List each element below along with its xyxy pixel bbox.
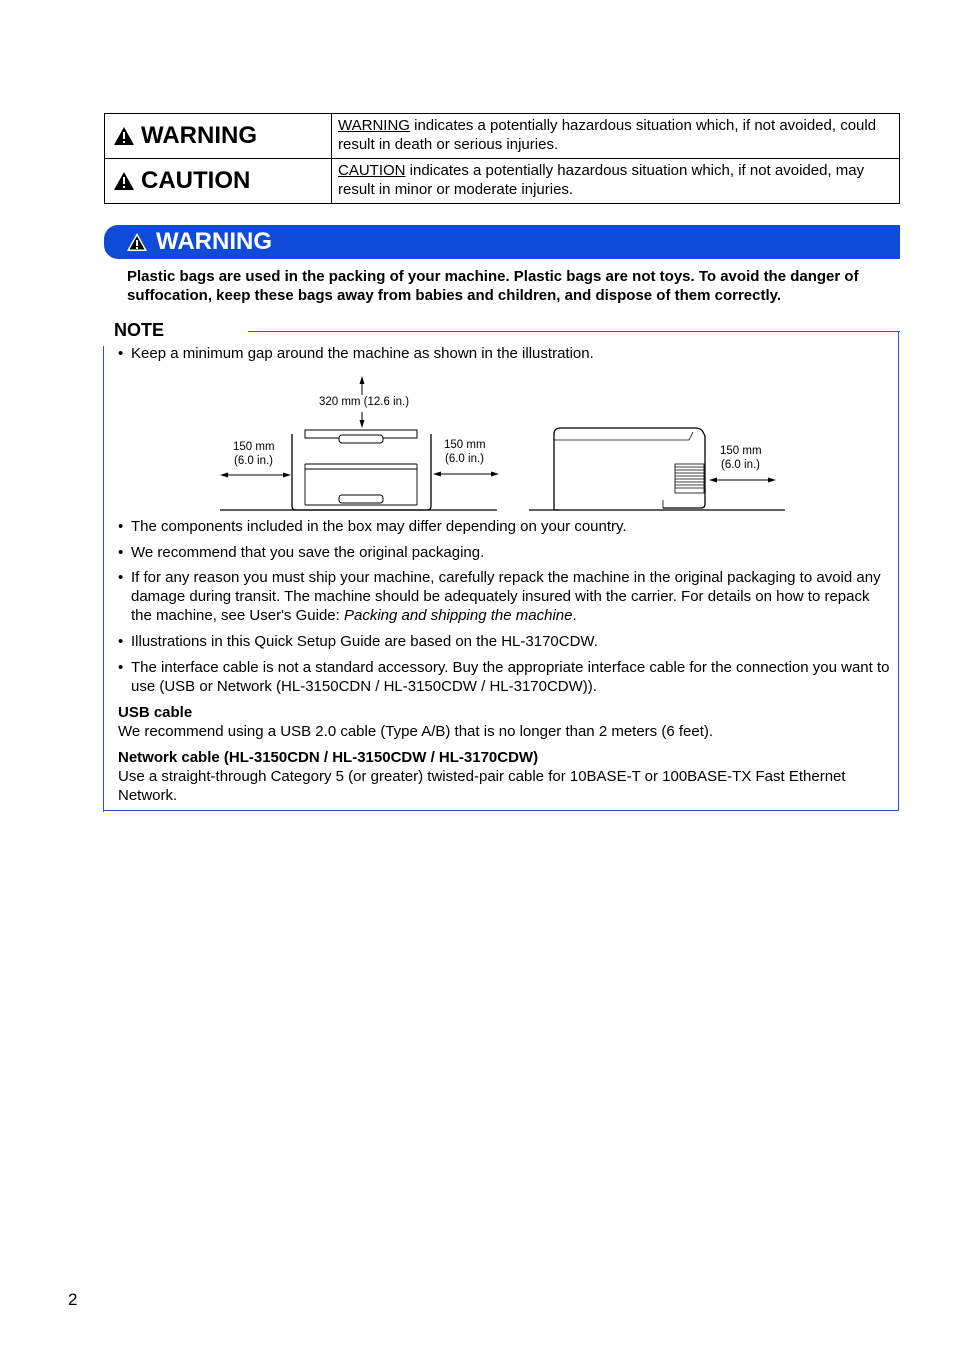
usb-cable-section [118, 703, 890, 741]
network-cable-text: Use a straight-through Category 5 (or greater) twisted-pair cable for 10BASE-T or 100BASE-TX Fast Ethernet Network. [118, 768, 846, 804]
note-bullet [118, 658, 890, 696]
bullet-text: We recommend that you save the original packaging. [131, 544, 485, 561]
left-clearance-mm: 150 mm [233, 441, 275, 453]
warning-banner-icon [126, 232, 148, 252]
right-clearance-mm: 150 mm [444, 439, 486, 451]
left-clearance-in: (6.0 in.) [234, 455, 273, 467]
network-cable-section [118, 748, 890, 805]
note-bullet [118, 344, 890, 363]
warning-triangle-icon [113, 126, 135, 146]
usb-cable-heading: USB cable [118, 704, 193, 721]
term-warning: WARNING [141, 122, 257, 149]
right-clearance-arrow [433, 439, 499, 477]
hazard-definition-table [104, 113, 900, 204]
network-cable-heading: Network cable (HL-3150CDN / HL-3150CDW / HL-3170CDW) [118, 749, 539, 766]
note-left-border [103, 346, 104, 812]
term-cell [105, 159, 332, 204]
bullet-marker: • [118, 569, 124, 586]
right-clearance-in: (6.0 in.) [445, 453, 484, 465]
side-clearance-arrow [709, 445, 776, 483]
page-number: 2 [68, 1290, 78, 1309]
bullet-text [131, 568, 890, 625]
definition-text [332, 114, 900, 159]
bullet-text: Illustrations in this Quick Setup Guide are based on the HL-3170CDW. [131, 633, 598, 650]
bullet-text: The components included in the box may differ depending on your country. [131, 518, 627, 535]
definition-body: indicates a potentially hazardous situation which, if not avoided, may result in minor or moderate injuries. [338, 162, 865, 198]
repack-reference: Packing and shipping the machine [343, 607, 573, 624]
note-bullet [118, 632, 890, 651]
bullet-text: Keep a minimum gap around the machine as shown in the illustration. [131, 345, 594, 362]
bullet-marker: • [118, 518, 124, 535]
warning-banner [104, 225, 900, 259]
definition-row-caution [105, 159, 900, 204]
note-bullet [118, 568, 890, 625]
left-clearance-arrow [220, 441, 291, 478]
repack-end: . [572, 607, 577, 624]
clearance-illustration [215, 372, 790, 514]
term-cell [105, 114, 332, 159]
definition-text [332, 159, 900, 204]
note-title: NOTE [114, 320, 165, 340]
definition-row-warning [105, 114, 900, 159]
definition-keyword: WARNING [338, 117, 410, 134]
repack-text: If for any reason you must ship your machine, carefully repack the machine in the original packaging to avoid any damage during transit. The machine should be adequately insured with the carrier. For details on how to repack the machine, see User's Guide: [131, 569, 881, 624]
warning-text: Plastic bags are used in the packing of your machine. Plastic bags are not toys. To avoid the danger of suffocation, keep these bags away from babies and children, and dispose of them correctly. [127, 268, 859, 304]
warning-banner-title: WARNING [156, 228, 272, 255]
definition-keyword: CAUTION [338, 162, 406, 179]
usb-cable-text: We recommend using a USB 2.0 cable (Type A/B) that is no longer than 2 meters (6 feet). [118, 723, 714, 740]
definition-body: indicates a potentially hazardous situation which, if not avoided, could result in death or serious injuries. [338, 117, 877, 153]
term-caution: CAUTION [141, 167, 251, 194]
note-bullet [118, 543, 890, 562]
bullet-marker: • [118, 659, 124, 676]
bullet-marker: • [118, 544, 124, 561]
note-bullet [118, 517, 890, 536]
side-clearance-in: (6.0 in.) [721, 459, 760, 471]
bullet-marker: • [118, 633, 124, 650]
side-clearance-mm: 150 mm [720, 445, 762, 457]
bullet-marker: • [118, 345, 124, 362]
bullet-text: The interface cable is not a standard accessory. Buy the appropriate interface cable for the connection you want to use (USB or Network (HL-3150CDN / HL-3150CDW / HL-3170CDW)). [131, 659, 890, 695]
top-clearance-arrow [319, 376, 409, 428]
vent-grille [675, 464, 704, 493]
caution-triangle-icon [113, 171, 135, 191]
top-clearance-label: 320 mm (12.6 in.) [318, 396, 410, 408]
